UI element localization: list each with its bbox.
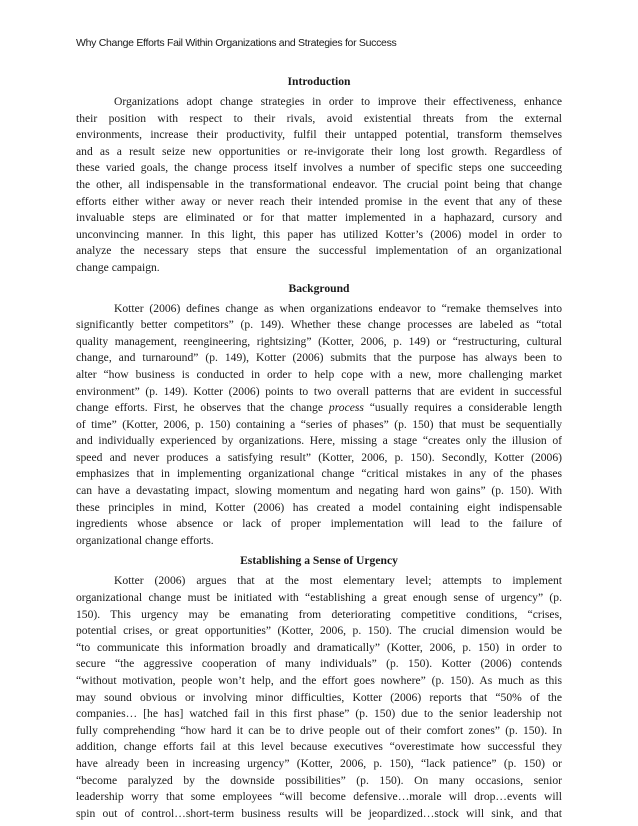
text-line: change, and turnaround” (p. 149), Kotter (2006) submits that the purpose has always been to — [76, 351, 562, 365]
text-line: change campaign. — [76, 260, 160, 274]
document-body — [76, 73, 562, 822]
text-line: environments, increase their productivity, fulfil their untapped potential, transform themselves — [76, 128, 562, 142]
paragraph — [76, 573, 562, 822]
running-head: Why Change Efforts Fail Within Organizations and Strategies for Success — [76, 37, 397, 49]
text-line: the other, all indispensable in the transformational endeavor. The crucial point being that change — [76, 177, 562, 191]
text-line: leadership worry that some employees “will become defensive…morale will drop…events will — [76, 790, 562, 804]
text-line: “to communicate this information broadly and dramatically” (Kotter, 2006, p. 150) in order to — [76, 640, 562, 654]
text-line: unconvincing manner. In this light, this paper has utilized Kotter’s (2006) model in order to — [76, 227, 562, 241]
emphasis: process — [328, 401, 364, 415]
text-line: 150). This urgency may be emanating from deteriorating competitive conditions, “crises, — [76, 607, 562, 621]
paragraph — [76, 94, 562, 277]
text-line: their position with respect to their rivals, avoid existential threats from the external — [76, 111, 562, 125]
text-line: change efforts. First, he observes that the change process “usually requires a considerable length — [76, 401, 562, 415]
section-heading: Introduction — [287, 75, 351, 88]
text-line: may sound obvious or involving minor difficulties, Kotter (2006) reports that “50% of the — [76, 690, 562, 704]
text-line: speed and never produces a satisfying result” (Kotter, 2006, p. 150). Secondly, Kotter (2006) — [76, 450, 562, 464]
paragraph — [76, 301, 562, 550]
text-line: “without motivation, people won’t help, and the effort goes nowhere” (p. 150). As much as this — [76, 674, 562, 687]
text-line: efforts either wither away or never reach their intended promise in the event that any of these — [76, 194, 562, 208]
text-line: Kotter (2006) defines change as when organizations endeavor to “remake themselves into — [114, 301, 562, 315]
text-line: emphasizes that in implementing organizational change “critical mistakes in any of the phases — [76, 467, 562, 481]
text-line: Kotter (2006) argues that at the most elementary level; attempts to implement — [114, 574, 562, 588]
section-heading: Establishing a Sense of Urgency — [240, 554, 398, 568]
text-line: companies… [he has] watched fail in this first phase” (p. 150) due to the senior leadership not — [76, 707, 562, 721]
text-line: Organizations adopt change strategies in order to improve their effectiveness, enhance — [114, 95, 562, 108]
text-line: alter “how business is conducted in order to help cope with a new, more challenging market — [76, 367, 562, 381]
section-heading: Background — [288, 281, 350, 295]
text-line: organizational change efforts. — [76, 533, 214, 547]
text-line: potential crises, or great opportunities” (Kotter, 2006, p. 150). The crucial dimension would be — [76, 624, 562, 638]
text-line: quality management, reengineering, rightsizing” (Kotter, 2006, p. 149) or “restructuring, cultural — [76, 334, 562, 348]
text-line: and individually experienced by organizations. Here, missing a stage “creates only the illusion of — [76, 434, 562, 448]
text-line: have already been in increasing urgency” (Kotter, 2006, p. 150), “lack patience” (p. 150) or — [76, 756, 562, 770]
text-line: secure “the aggressive cooperation of many individuals” (p. 150). Kotter (2006) contends — [76, 657, 562, 671]
text-line: “become paralyzed by the downside possibilities” (p. 150). On many occasions, senior — [76, 773, 562, 787]
text-line: organizational change must be initiated with “establishing a great enough sense of urgency” (p. — [76, 591, 562, 605]
text-line: fully comprehending “how hard it can be to drive people out of their comfort zones” (p. 150). In — [76, 723, 562, 737]
text-line: spin out of control…short-term business results will be jeopardized…stock will sink, and that — [76, 806, 562, 820]
text-line: these principles in mind, Kotter (2006) has created a model containing eight indispensable — [76, 500, 562, 514]
text-line: ingredients whose absence or lack of proper implementation will lead to the failure of — [76, 517, 562, 531]
text-line: and as a result seize new opportunities or re-invigorate their long lost growth. Regardless of — [76, 144, 562, 158]
text-line: can have a devastating impact, slowing momentum and negating hard won gains” (p. 150). With — [76, 484, 562, 498]
text-line: addition, change efforts fail at this level because executives “overestimate how successful they — [76, 740, 562, 754]
text-line: significantly better competitors” (p. 149). Whether these change processes are labeled as “total — [76, 318, 562, 332]
text-line: these varied goals, the change process itself involves a number of specific steps one succeeding — [76, 161, 562, 175]
text-line: of time” (Kotter, 2006, p. 150) containing a “series of phases” (p. 150) that must be sequentially — [76, 417, 562, 431]
text-line: invaluable steps are eliminated or for that matter implemented in a haphazard, cursory and — [76, 211, 562, 225]
text-line: analyze the necessary steps that ensure the successful implementation of an organizational — [76, 244, 562, 258]
text-line: environment” (p. 149). Kotter (2006) points to two overall patterns that are evident in successful — [76, 384, 562, 398]
